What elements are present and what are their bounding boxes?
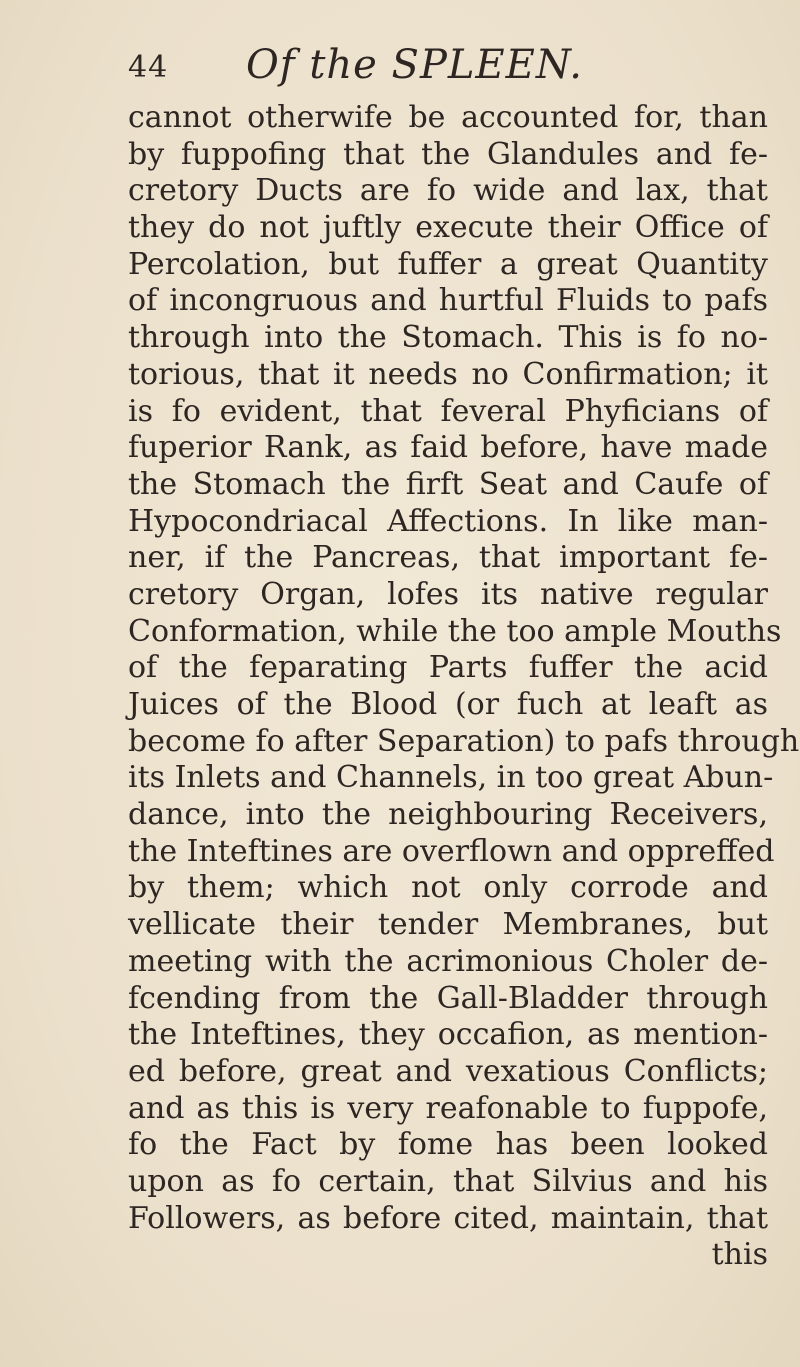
text-line: cannot otherwife be accounted for, than bbox=[128, 100, 768, 135]
text-line: meeting with the acrimonious Choler de- bbox=[128, 943, 768, 979]
text-line: upon as fo certain, that Silvius and his bbox=[128, 1163, 768, 1199]
text-line: fcending from the Gall-Bladder through bbox=[128, 980, 768, 1016]
text-line: by them; which not only corrode and bbox=[128, 870, 768, 906]
text-line: dance, into the neighbouring Receivers, bbox=[128, 797, 768, 833]
text-line: fo the Fact by fome has been looked bbox=[128, 1127, 768, 1163]
text-line: the Stomach the firft Seat and Caufe of bbox=[128, 466, 768, 502]
text-line: Conformation, while the too ample Mouths bbox=[128, 613, 782, 649]
text-line: ner, if the Pancreas, that important fe- bbox=[128, 540, 768, 576]
text-line: they do not juftly execute their Office of bbox=[128, 210, 768, 246]
text-line: the Inteftines are overflown and oppreffed bbox=[128, 833, 775, 869]
text-line: cretory Organ, lofes its native regular bbox=[128, 576, 768, 612]
text-line: ed before, great and vexatious Conflicts; bbox=[128, 1053, 768, 1089]
text-line: its Inlets and Channels, in too great Abun- bbox=[128, 760, 774, 796]
text-line: of incongruous and hurtful Fluids to pafs bbox=[128, 283, 768, 319]
text-line: the Inteftines, they occafion, as mention- bbox=[128, 1017, 768, 1053]
body-text bbox=[128, 100, 800, 1274]
page-number: 44 bbox=[128, 50, 169, 85]
text-line: cretory Ducts are fo wide and lax, that bbox=[128, 173, 768, 209]
catchword: this bbox=[711, 1237, 768, 1273]
text-line: Juices of the Blood (or fuch at leaft as bbox=[128, 687, 768, 722]
text-line: fuperior Rank, as faid before, have made bbox=[128, 430, 768, 466]
text-line: and as this is very reafonable to fuppofe, bbox=[128, 1090, 768, 1126]
text-line: of the feparating Parts fuffer the acid bbox=[128, 650, 768, 686]
text-line: is fo evident, that feveral Phyficians of bbox=[128, 393, 768, 429]
text-line: torious, that it needs no Confirmation; it bbox=[128, 356, 768, 392]
text-line: become fo after Separation) to pafs through bbox=[128, 723, 800, 759]
text-line: by fuppofing that the Glandules and fe- bbox=[128, 136, 768, 172]
text-line: through into the Stomach. This is fo no- bbox=[128, 320, 768, 356]
running-title: Of the SPLEEN. bbox=[246, 42, 583, 88]
text-line: vellicate their tender Membranes, but bbox=[128, 907, 768, 943]
text-line: Hypocondriacal Affections. In like man- bbox=[128, 503, 768, 539]
text-line: Followers, as before cited, maintain, that bbox=[128, 1200, 768, 1236]
page-header bbox=[128, 42, 768, 98]
text-line: Percolation, but fuffer a great Quantity bbox=[128, 246, 768, 282]
